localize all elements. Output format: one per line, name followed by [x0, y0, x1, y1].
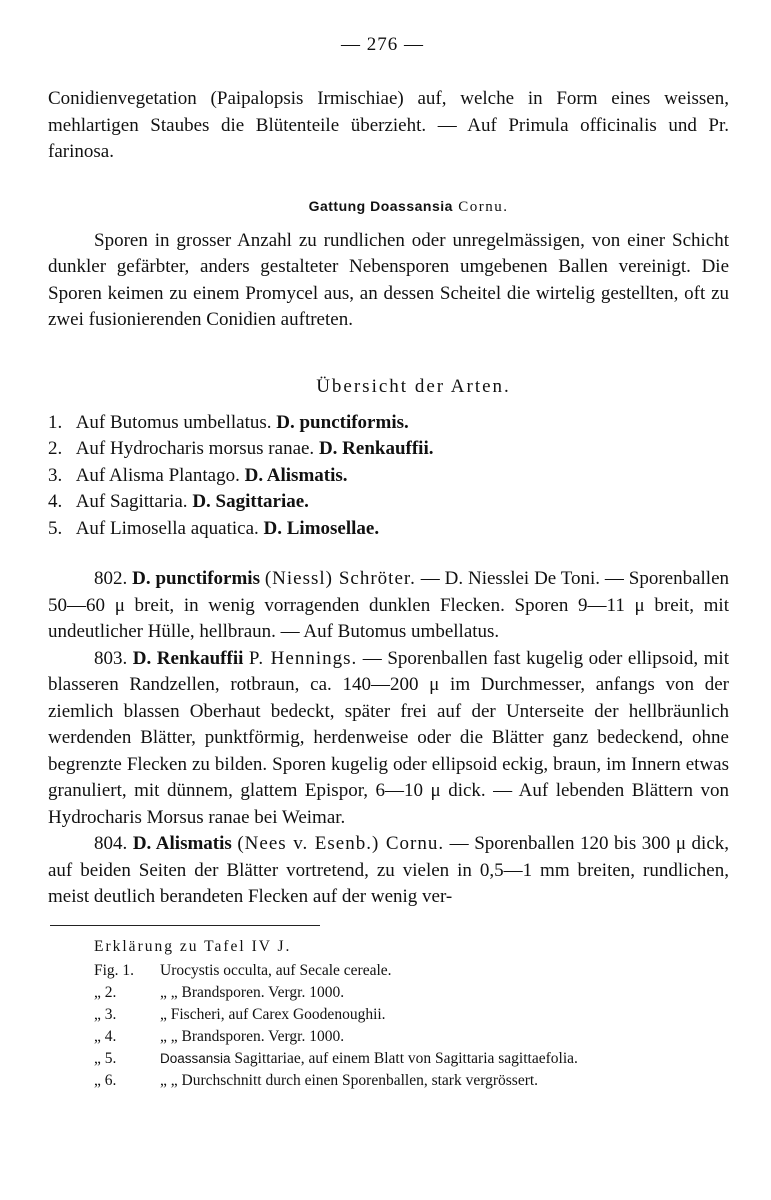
key-item	[48, 410, 729, 437]
figure-number: „ 5.	[94, 1049, 117, 1067]
key-item-species: D. Alismatis.	[244, 464, 348, 486]
key-item-host: Auf Limosella aquatica.	[75, 517, 259, 539]
species-entry	[48, 646, 729, 832]
key-item-species: D. Sagittariae.	[192, 491, 309, 512]
key-item-number: 1.	[48, 411, 63, 433]
genus-heading-author: Cornu.	[458, 198, 509, 215]
figure-number: „ 3.	[94, 1005, 117, 1023]
figure-caption-row	[94, 982, 729, 1004]
species-number: 804.	[94, 833, 128, 854]
key-item	[48, 463, 729, 490]
figure-text: Urocystis occulta, auf Secale cereale.	[160, 961, 392, 979]
figure-text-rest: Sagittariae, auf einem Blatt von Sagittaria sagittaefolia.	[230, 1049, 578, 1067]
key-item-species: D. Renkauffii.	[318, 438, 434, 459]
key-item-host: Auf Butomus umbellatus.	[75, 411, 272, 433]
figure-caption-row	[94, 1026, 729, 1048]
plate-caption	[48, 936, 729, 1092]
species-author: P. Hennings.	[248, 647, 358, 669]
plate-caption-title: Erklärung zu Tafel IV J.	[94, 937, 292, 955]
species-name: D. Alismatis	[132, 833, 232, 854]
figure-text: „ Fischeri, auf Carex Goodenoughii.	[160, 1005, 386, 1023]
key-item-number: 5.	[48, 517, 63, 539]
species-entries	[48, 566, 729, 911]
figure-genus: Doassansia	[160, 1050, 231, 1066]
figure-text: „ „ Brandsporen. Vergr. 1000.	[160, 983, 345, 1001]
overview-title: Übersicht der Arten.	[316, 375, 511, 397]
species-entry	[48, 831, 729, 911]
key-item-number: 2.	[48, 438, 63, 459]
species-number: 802.	[94, 568, 128, 589]
footnote-divider	[50, 925, 320, 926]
key-item	[48, 436, 729, 463]
key-item-number: 3.	[48, 464, 63, 486]
figure-number: „ 4.	[94, 1027, 117, 1045]
species-name: D. Renkauffii	[132, 647, 244, 669]
key-item-host: Auf Alisma Plantago.	[75, 464, 240, 486]
key-item	[48, 516, 729, 543]
figure-number: „ 6.	[94, 1071, 117, 1089]
key-item-number: 4.	[48, 491, 63, 512]
genus-heading	[48, 198, 729, 216]
figure-number: „ 2.	[94, 983, 117, 1001]
species-key-list	[48, 410, 729, 543]
key-item-species: D. punctiformis.	[276, 411, 409, 433]
species-text: — Sporenballen fast kugelig oder ellipsoid, mit blasseren Randzellen, rotbraun, ca. 140—200 μ im Durchmesser, anfangs von der ziemlich blassen Oberhaut bedeckt, später frei auf der Unterseite der hellbräunlich werdenden Blätter, punktförmig, herdenweise oder die Blätter ganz bedeckend, ohne begrenzte Flecken zu bilden. Sporen kugelig oder ellipsoid eckig, braun, im Innern etwas granuliert, mit dünnem, glattem Epispor, 6—10 μ dick. — Auf lebenden Blättern von Hydrocharis Morsus ranae bei Weimar.	[48, 647, 729, 828]
figure-caption-row	[94, 960, 729, 982]
species-author: (Nees v. Esenb.) Cornu.	[237, 833, 445, 854]
figure-caption-row	[94, 1048, 729, 1070]
species-text: — Sporenballen 120 bis 300 μ dick, auf beiden Seiten der Blätter vortretend, zu vielen in 0,5—1 mm breiten, rundlichen, meist deutlich berandeten Flecken auf der wenig ver-	[48, 833, 730, 907]
figure-caption-row	[94, 1004, 729, 1026]
figure-caption-row	[94, 1070, 729, 1092]
key-item-species: D. Limosellae.	[263, 517, 380, 539]
key-item-host: Auf Sagittaria.	[75, 491, 188, 512]
figure-number: Fig. 1.	[94, 961, 135, 979]
figure-text	[160, 1048, 729, 1070]
figure-text: „ „ Brandsporen. Vergr. 1000.	[160, 1027, 345, 1045]
genus-description: Sporen in grosser Anzahl zu rundlichen oder unregelmässigen, von einer Schicht dunkler gefärbter, anders gestalteter Nebensporen umgebenen Ballen vereinigt. Die Sporen keimen zu einem Promycel aus, an dessen Scheitel die wirtelig gestellten, oft zu zwei fusionierenden Conidien auftreten.	[48, 229, 729, 330]
intro-paragraph: Conidienvegetation (Paipalopsis Irmischiae) auf, welche in Form eines weissen, mehlartigen Staubes die Blütenteile überzieht. — Auf Primula officinalis und Pr. farinosa.	[48, 88, 729, 162]
key-item-host: Auf Hydrocharis morsus ranae.	[75, 438, 315, 459]
page-number: — 276 —	[341, 34, 424, 55]
species-number: 803.	[94, 647, 128, 669]
genus-heading-label: Gattung Doassansia	[308, 197, 453, 214]
species-entry	[48, 566, 729, 646]
species-name: D. punctiformis	[132, 568, 260, 589]
key-item	[48, 489, 729, 516]
species-text: — D. Niesslei De Toni. — Sporenballen 50—60 μ breit, in wenig vorragenden dunklen Flecken. Sporen 9—11 μ breit, mit undeutlicher Hülle, hellbraun. — Auf Butomus umbellatus.	[48, 568, 730, 642]
figure-text: „ „ Durchschnitt durch einen Sporenballen, stark vergrössert.	[160, 1071, 539, 1089]
species-author: (Niessl) Schröter.	[264, 568, 416, 589]
